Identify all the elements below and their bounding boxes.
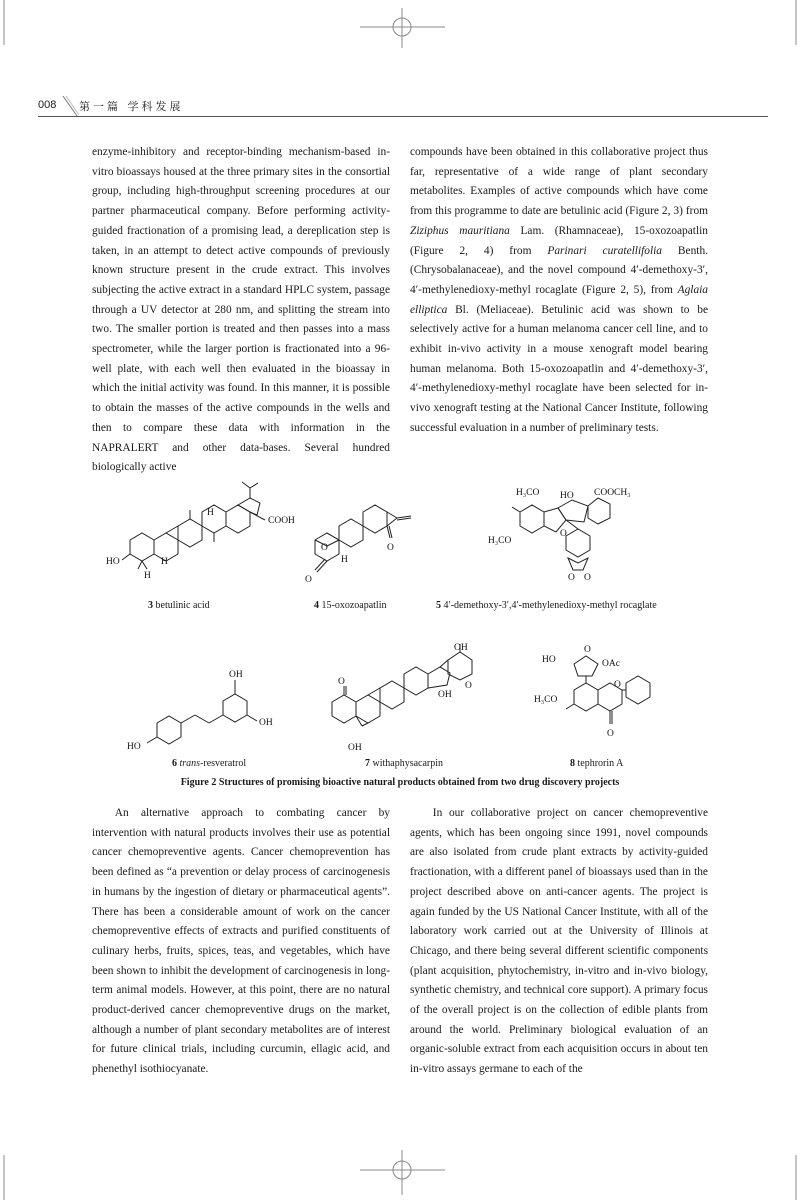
o-label: O — [568, 573, 575, 583]
header-divider-icon — [61, 96, 79, 117]
species-name: Aglaia elliptica — [410, 283, 708, 316]
o-label: O — [338, 677, 345, 687]
compound-number: 3 — [148, 600, 153, 611]
oh-label: OH — [454, 643, 468, 653]
o-label: O — [305, 575, 312, 585]
oh-label: OH — [348, 743, 362, 753]
o-label: O — [607, 729, 614, 739]
compound-name: tephrorin A — [577, 758, 624, 769]
structure-betulinic-acid — [100, 470, 300, 595]
compound-label-7 — [365, 758, 443, 769]
figure-caption: Figure 2 Structures of promising bioactive natural products obtained from two drug discovery projects — [180, 777, 620, 788]
o-label: O — [614, 680, 621, 690]
h3co-label: H₃CO — [516, 488, 540, 498]
ho-label: HO — [127, 742, 141, 752]
compound-label-4 — [314, 600, 386, 611]
oh-label: OH — [259, 718, 273, 728]
paragraph — [410, 143, 708, 439]
oh-label: OH — [438, 690, 452, 700]
text-run: Bl. (Meliaceae). Betulinic acid was shown to be selectively active for a human melanoma cancer cell line, and to exhibit in-vivo activity in a mouse xenograft model bearing human melanoma. Both 15-oxozoapatlin and 4′-demethoxy-3′, 4′-methylenedioxy-methyl rocaglate have been selected for in-vivo xenograft testing at the National Cancer Institute, following successful evaluation in a number of preliminary tests. — [410, 303, 708, 434]
body-bottom-left-column — [92, 804, 390, 1080]
o-label: O — [584, 645, 591, 655]
cooch3-label: COOCH₃ — [594, 488, 631, 498]
compound-prefix: trans — [179, 758, 201, 769]
text-run: Lam. (Rhamnaceae), 15-oxozoapatlin (Figure 2, 4) from — [410, 224, 708, 257]
species-name: Parinari curatellifolia — [547, 244, 663, 257]
oh-label: OH — [229, 670, 243, 680]
structure-tephrorin-a — [530, 640, 710, 760]
body-top-right-column — [410, 143, 708, 439]
o-label: O — [387, 543, 394, 553]
running-header — [38, 96, 768, 118]
h-label: H — [161, 557, 168, 567]
h3co-label: H₃CO — [534, 695, 558, 705]
compound-number: 7 — [365, 758, 370, 769]
body-top-left-column — [92, 143, 390, 478]
ho-label: HO — [542, 655, 556, 665]
o-label: O — [465, 681, 472, 691]
paragraph: enzyme-inhibitory and receptor-binding mechanism-based in-vitro bioassays housed at the three primary sites in the consortial group, including high-throughput screening procedures at our partner pharmaceutical company. Before performing activity-guided fractionation of a promising lead, a dereplication step is taken, in an attempt to detect active compounds of previously known structure present in the crude extract. This involves subjecting the active extract in a standard HPLC system, passage through a UV detector at 280 nm, and splitting the stream into two. The smaller portion is treated and then passes into a mass spectrometer, while the larger portion is fractionated into a 96-well plate, with each well then evaluated in the bioassay in which the initial activity was found. In this manner, it is possible to obtain the masses of the active compounds in the wells and then to compare these data with information in the NAPRALERT and other data-bases. Several hundred biologically active — [92, 146, 390, 474]
o-label: O — [321, 543, 328, 553]
compound-name: 15-oxozoapatlin — [321, 600, 387, 611]
text-run: compounds have been obtained in this collaborative project thus far, representative of a wide range of plant secondary metabolites. Examples of active compounds which have come from this programme to date are betulinic acid (Figure 2, 3) from — [410, 146, 708, 218]
cooh-label: COOH — [268, 516, 295, 526]
compound-number: 4 — [314, 600, 319, 611]
compound-name: withaphysacarpin — [372, 758, 444, 769]
structure-withaphysacarpin — [320, 640, 500, 760]
compound-number: 5 — [436, 600, 441, 611]
structure-15-oxozoapatlin — [295, 470, 415, 595]
h-label: H — [144, 571, 151, 581]
o-label: O — [584, 573, 591, 583]
section-title: 第一篇 学科发展 — [79, 100, 184, 113]
header-rule — [38, 116, 768, 117]
paragraph: An alternative approach to combating cancer by intervention with natural products involves their use as potential cancer chemopreventive agents. Cancer chemoprevention has been defined as “a prevention or delay process of carcinogenesis in humans by the ingestion of dietary or pharmaceutical agents”. There has been a considerable amount of work on the cancer chemopreventive effects of extracts and purified constituents of culinary herbs, fruits, spices, teas, and vegetables, which have been shown to inhibit the development of carcinogenesis in long-term animal models. However, at this point, there are no natural product-derived cancer chemopreventive drugs on the market, although a number of plant secondary metabolites are of interest for future clinical trials, including curcumin, ellagic acid, and phenethyl isothiocyanate. — [92, 807, 390, 1076]
h3co-label: H₃CO — [488, 536, 512, 546]
structure-resveratrol — [125, 665, 285, 760]
compound-label-6 — [172, 758, 246, 769]
ho-label: HO — [560, 491, 574, 501]
compound-name: -resveratrol — [200, 758, 247, 769]
ho-label: HO — [106, 557, 120, 567]
h-label: H — [207, 508, 214, 518]
compound-name: 4′-demethoxy-3′,4′-methylenedioxy-methyl rocaglate — [443, 600, 657, 611]
compound-name: betulinic acid — [155, 600, 210, 611]
compound-label-5 — [436, 600, 657, 611]
structure-rocaglate — [480, 480, 680, 600]
h-label: H — [341, 555, 348, 565]
compound-number: 6 — [172, 758, 177, 769]
o-label: O — [560, 529, 567, 539]
species-name: Ziziphus mauritiana — [410, 224, 510, 237]
page-number: 008 — [38, 99, 57, 111]
compound-label-3 — [148, 600, 210, 611]
compound-label-8 — [570, 758, 623, 769]
body-bottom-right-column — [410, 804, 708, 1080]
paragraph: In our collaborative project on cancer chemopreventive agents, which has been ongoing since 1991, novel compounds are also isolated from crude plant extracts by activity-guided fractionation, with a different panel of bioassays used than in the project described above on anti-cancer agents. The project is again funded by the US National Cancer Institute, with all of the laboratory work carried out at the University of Illinois at Chicago, and there being several different scientific components (plant acquisition, phytochemistry, in-vitro and in-vivo biology, synthetic chemistry, and technical core support). A primary focus of the overall project is on the collection of edible plants from around the world. Preliminary biological evaluation of an organic-soluble extract from each acquisition occurs in about ten in-vitro assays germane to each of the — [410, 807, 708, 1076]
text-run: Benth. (Chrysobalanaceae), and the novel compound 4′-demethoxy-3′, 4′-methylenedioxy-methyl rocaglate (Figure 2, 5), from — [410, 244, 708, 296]
compound-number: 8 — [570, 758, 575, 769]
oac-label: OAc — [602, 659, 620, 669]
